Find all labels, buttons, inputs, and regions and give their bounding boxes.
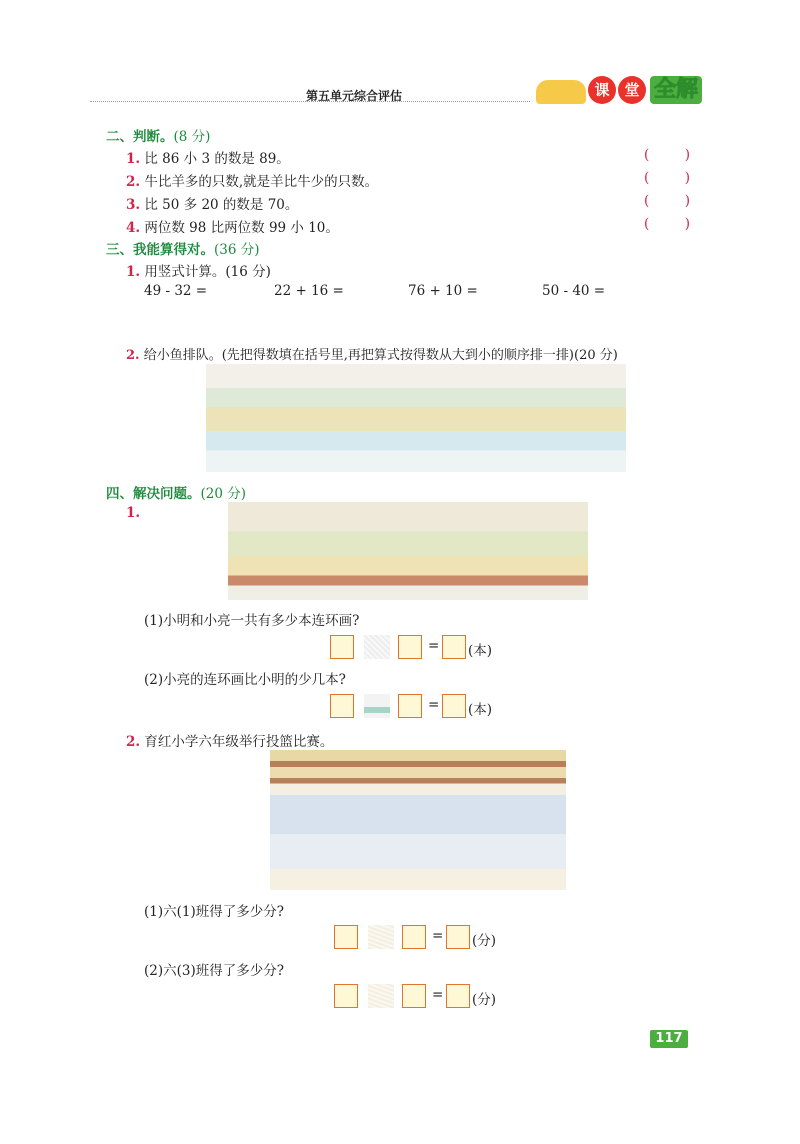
section-4-points: (20 分) bbox=[200, 486, 247, 502]
answer-paren-3[interactable] bbox=[644, 193, 690, 209]
judge-item-1 bbox=[126, 147, 290, 167]
question-number: 1. bbox=[126, 264, 141, 280]
paren-open: ( bbox=[644, 193, 650, 209]
item-number: 1. bbox=[126, 151, 141, 167]
paren-close: ) bbox=[684, 216, 690, 232]
judge-item-4 bbox=[126, 216, 339, 236]
question-text: 育红小学六年级举行投篮比赛。 bbox=[144, 734, 334, 750]
section-3-heading bbox=[106, 238, 260, 258]
section-2-heading bbox=[106, 125, 210, 145]
paren-open: ( bbox=[644, 147, 650, 163]
question-text: 用竖式计算。(16 分) bbox=[144, 264, 271, 280]
item-number: 4. bbox=[126, 220, 141, 236]
question-text: 给小鱼排队。(先把得数填在括号里,再把算式按得数从大到小的顺序排一排)(20 分) bbox=[143, 348, 618, 363]
answer-box[interactable] bbox=[446, 984, 470, 1008]
equals-sign: = bbox=[428, 697, 440, 713]
problem-1-sub-1: (1)小明和小亮一共有多少本连环画? bbox=[144, 613, 360, 629]
section-3-title: 三、我能算得对。 bbox=[106, 242, 214, 258]
brand-char-2: 堂 bbox=[618, 76, 646, 104]
calc-expression-1: 49 - 32 = bbox=[144, 283, 208, 299]
calc-expression-3: 76 + 10 = bbox=[408, 283, 478, 299]
answer-box[interactable] bbox=[398, 635, 422, 659]
answer-box[interactable] bbox=[442, 635, 466, 659]
item-number: 3. bbox=[126, 197, 141, 213]
section-4-title: 四、解决问题。 bbox=[106, 486, 201, 502]
paren-close: ) bbox=[684, 170, 690, 186]
equals-sign: = bbox=[432, 987, 444, 1003]
comic-books-illustration bbox=[228, 502, 588, 600]
judge-item-2 bbox=[126, 170, 378, 190]
section-3-points: (36 分) bbox=[214, 242, 260, 258]
calc-expression-2: 22 + 16 = bbox=[274, 283, 344, 299]
paren-close: ) bbox=[684, 193, 690, 209]
item-text: 牛比羊多的只数,就是羊比牛少的只数。 bbox=[144, 174, 379, 190]
unit-label: (分) bbox=[472, 992, 497, 1008]
calc-expression-4: 50 - 40 = bbox=[542, 283, 606, 299]
answer-box[interactable] bbox=[442, 694, 466, 718]
equals-sign: = bbox=[432, 928, 444, 944]
question-number: 2. bbox=[126, 734, 141, 750]
answer-box[interactable] bbox=[330, 635, 354, 659]
answer-box[interactable] bbox=[334, 984, 358, 1008]
item-text: 比 50 多 20 的数是 70。 bbox=[144, 197, 299, 213]
fish-illustration bbox=[206, 364, 626, 472]
page-number: 117 bbox=[650, 1030, 688, 1048]
paren-open: ( bbox=[644, 170, 650, 186]
item-text: 两位数 98 比两位数 99 小 10。 bbox=[144, 220, 339, 236]
fish-question bbox=[126, 344, 618, 363]
answer-box[interactable] bbox=[402, 925, 426, 949]
unit-label: (本) bbox=[468, 643, 493, 659]
brand-logo bbox=[536, 74, 718, 108]
brand-char-3: 全解 bbox=[650, 76, 702, 104]
answer-box[interactable] bbox=[446, 925, 470, 949]
problem-1-number bbox=[126, 505, 140, 521]
answer-paren-1[interactable] bbox=[644, 147, 690, 163]
page-header-title: 第五单元综合评估 bbox=[306, 89, 403, 103]
answer-paren-4[interactable] bbox=[644, 216, 690, 232]
operator-box[interactable] bbox=[364, 635, 390, 659]
problem-1-sub-2: (2)小亮的连环画比小明的少几本? bbox=[144, 672, 346, 688]
problem-2 bbox=[126, 730, 333, 750]
operator-box[interactable] bbox=[368, 925, 394, 949]
paren-open: ( bbox=[644, 216, 650, 232]
question-number: 1. bbox=[126, 505, 141, 521]
unit-label: (分) bbox=[472, 933, 497, 949]
header-divider bbox=[90, 101, 530, 102]
judge-item-3 bbox=[126, 193, 298, 213]
answer-box[interactable] bbox=[330, 694, 354, 718]
calc-question-1 bbox=[126, 260, 271, 280]
bear-mascot-icon bbox=[536, 80, 586, 104]
item-text: 比 86 小 3 的数是 89。 bbox=[144, 151, 290, 167]
basketball-scores-illustration bbox=[270, 750, 566, 890]
answer-paren-2[interactable] bbox=[644, 170, 690, 186]
answer-box[interactable] bbox=[398, 694, 422, 718]
answer-box[interactable] bbox=[402, 984, 426, 1008]
equals-sign: = bbox=[428, 638, 440, 654]
unit-label: (本) bbox=[468, 702, 493, 718]
section-2-points: (8 分) bbox=[173, 129, 211, 145]
problem-2-sub-2: (2)六(3)班得了多少分? bbox=[144, 963, 284, 979]
answer-box[interactable] bbox=[334, 925, 358, 949]
section-2-title: 二、判断。 bbox=[106, 129, 174, 145]
paren-close: ) bbox=[684, 147, 690, 163]
section-4-heading bbox=[106, 482, 246, 502]
problem-2-sub-1: (1)六(1)班得了多少分? bbox=[144, 904, 284, 920]
item-number: 2. bbox=[126, 174, 141, 190]
operator-box[interactable] bbox=[364, 694, 390, 718]
operator-box[interactable] bbox=[368, 984, 394, 1008]
brand-char-1: 课 bbox=[588, 76, 616, 104]
question-number: 2. bbox=[126, 348, 140, 363]
